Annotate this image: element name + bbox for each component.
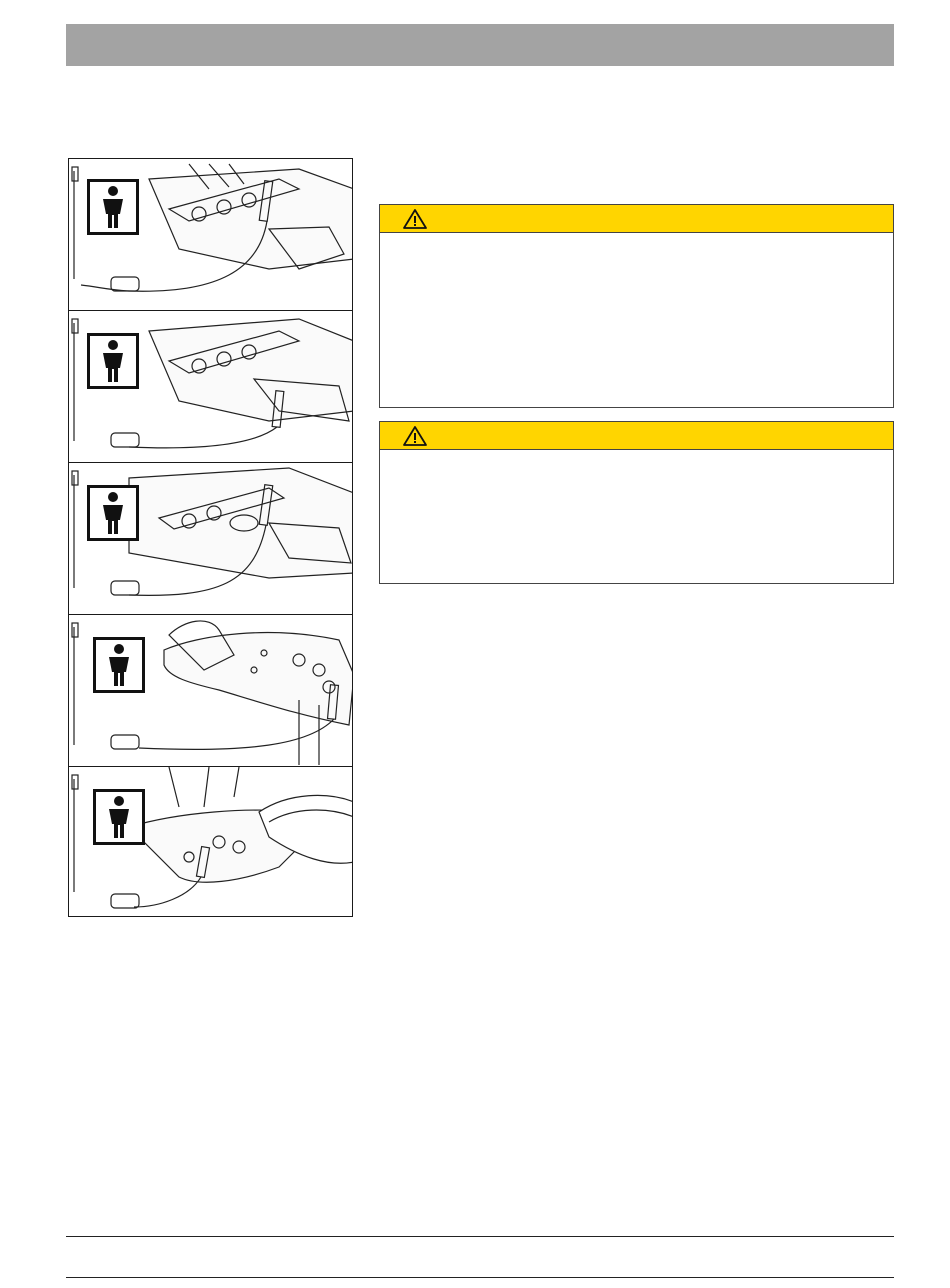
type-bf-applied-part-icon <box>87 179 139 235</box>
warning-triangle-icon <box>402 425 428 447</box>
footer-rule-bottom <box>66 1277 894 1278</box>
type-bf-applied-part-icon <box>87 333 139 389</box>
figure-panel-1 <box>68 158 353 311</box>
warning-header <box>380 422 893 450</box>
header-bar <box>66 24 894 66</box>
figure-panel-3 <box>68 462 353 615</box>
type-bf-applied-part-icon <box>87 485 139 541</box>
type-bf-applied-part-icon <box>93 637 145 693</box>
warning-box-2 <box>379 421 894 584</box>
figure-panel-5 <box>68 766 353 917</box>
figure-panel-4 <box>68 614 353 767</box>
type-bf-applied-part-icon <box>93 789 145 845</box>
figure-panel-2 <box>68 310 353 463</box>
warning-triangle-icon <box>402 208 428 230</box>
warning-box-1 <box>379 204 894 408</box>
warning-header <box>380 205 893 233</box>
footer-rule-top <box>66 1236 894 1237</box>
